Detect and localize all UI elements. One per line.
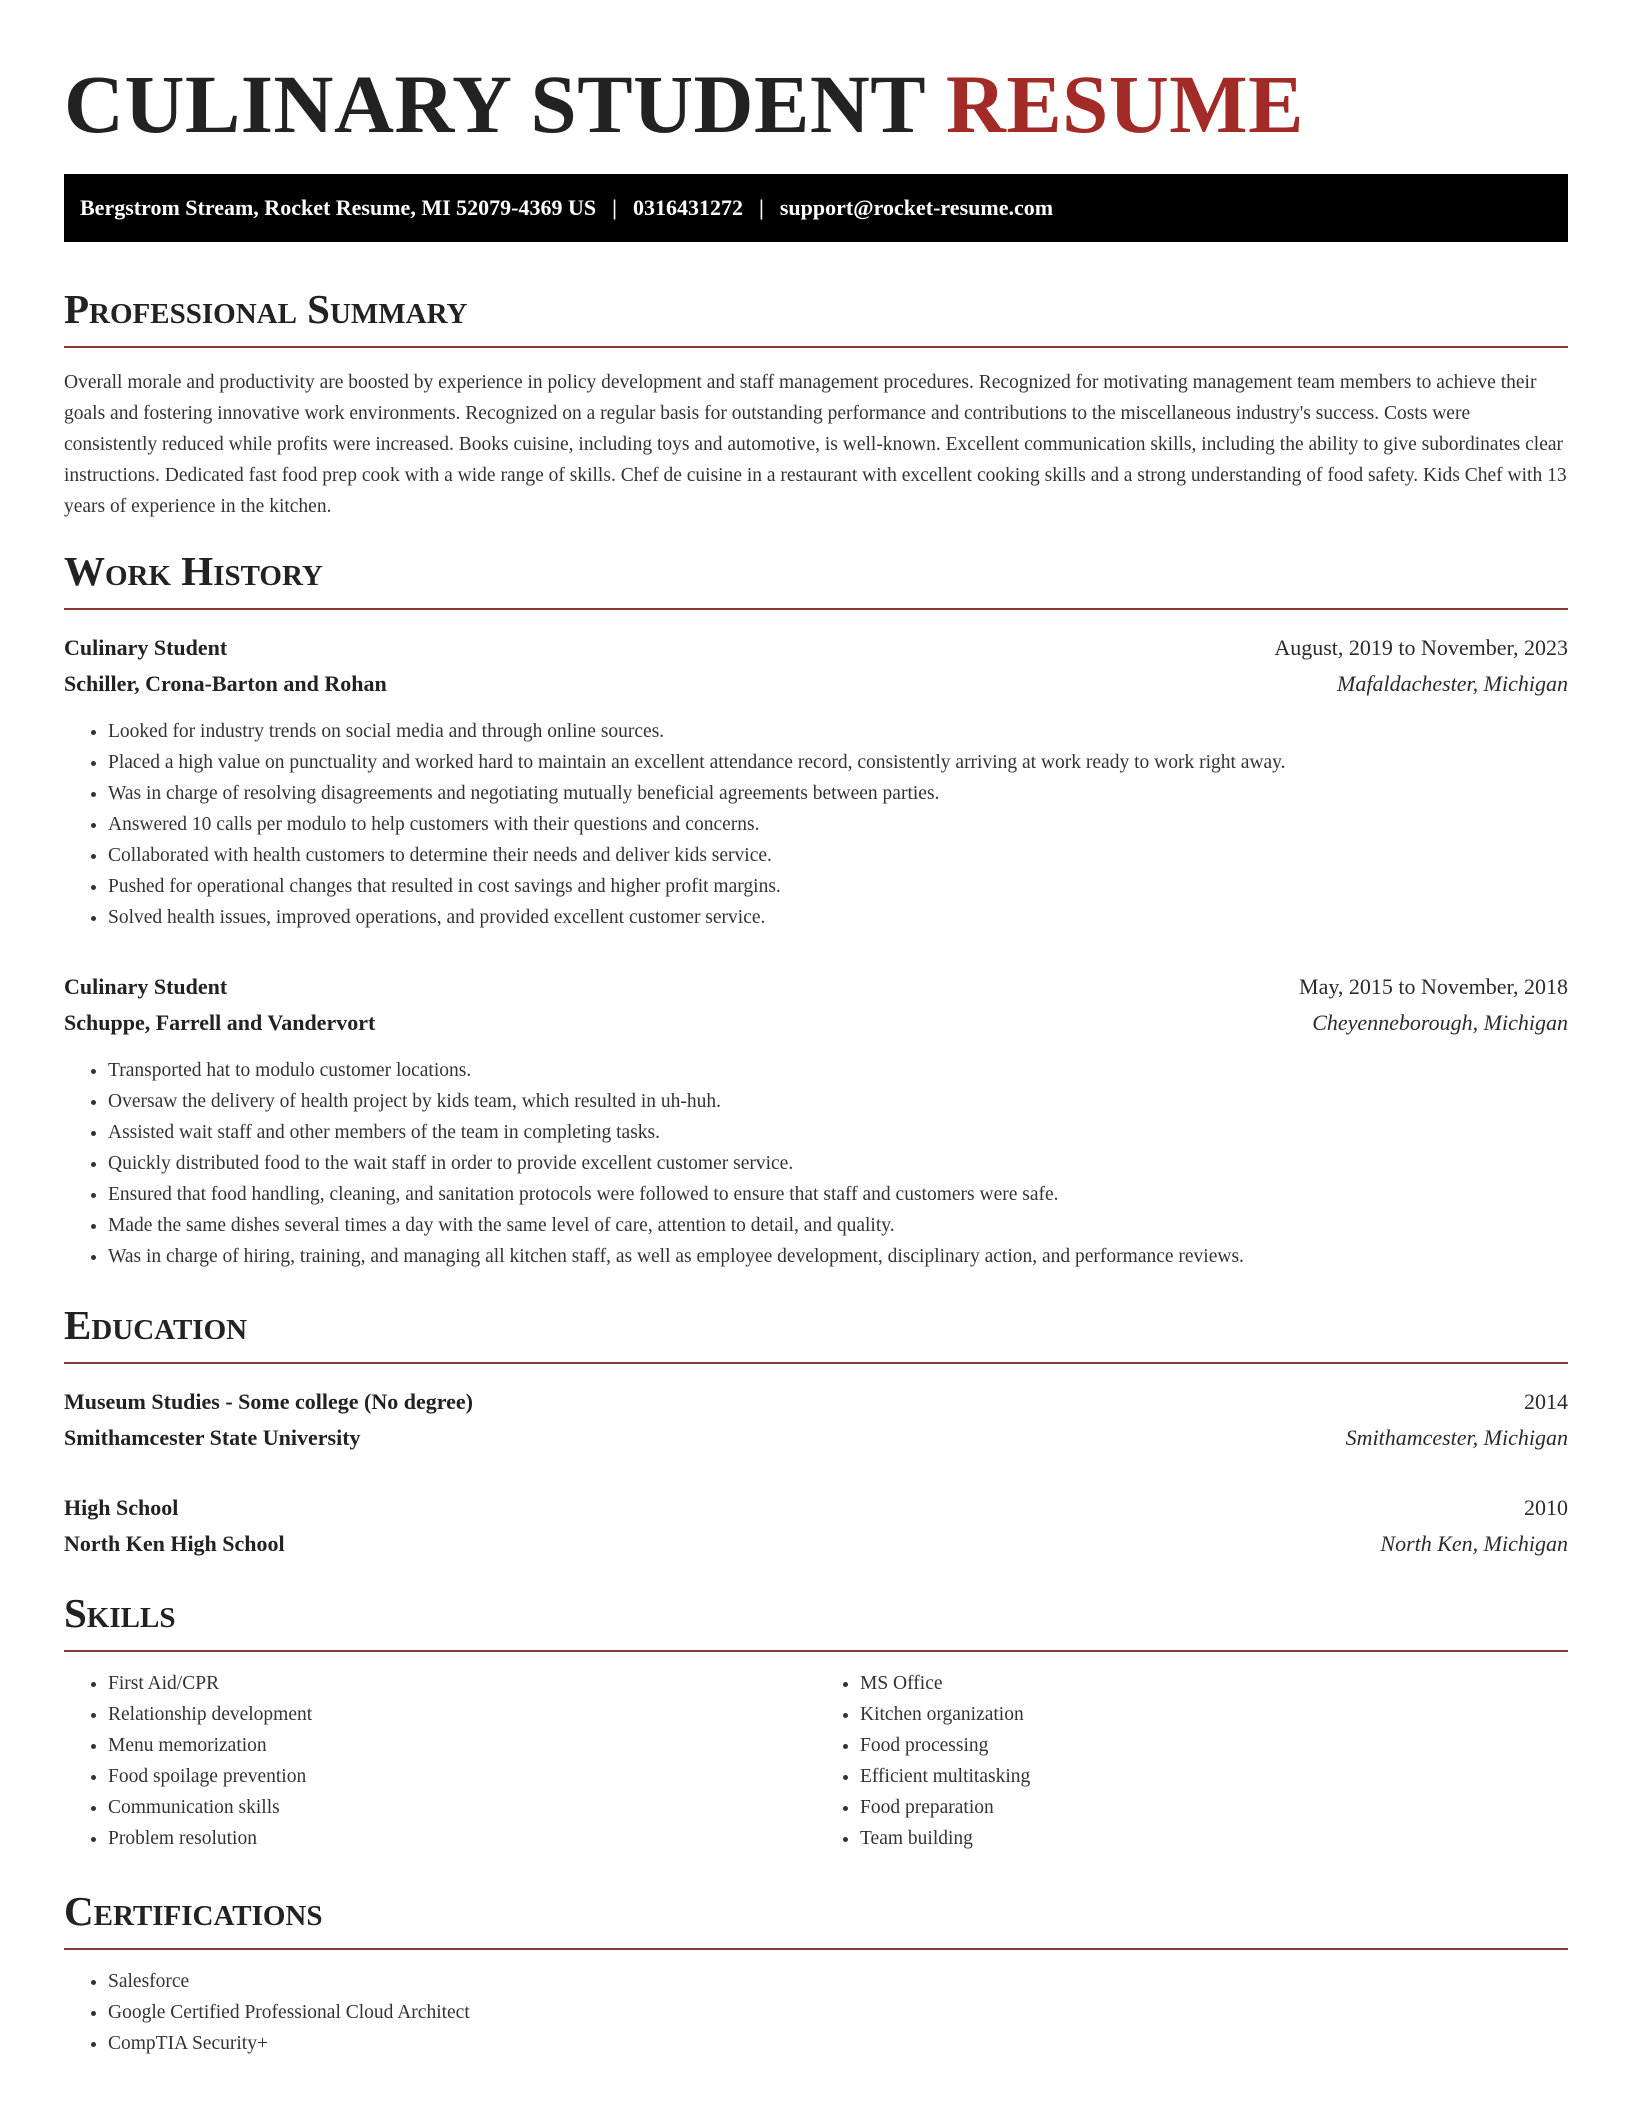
education-school-row bbox=[64, 1526, 1568, 1562]
job-bullet: • Assisted wait staff and other members of the team in completing tasks. bbox=[108, 1117, 1568, 1148]
job-bullets bbox=[64, 716, 1568, 933]
title-accent: RESUME bbox=[945, 58, 1304, 150]
education-heading: Education bbox=[64, 1300, 1568, 1364]
skill-item: • Food preparation bbox=[860, 1792, 1568, 1823]
resume-title bbox=[64, 0, 1568, 150]
education-entry bbox=[64, 1490, 1568, 1562]
education-degree: Museum Studies - Some college (No degree) bbox=[64, 1389, 473, 1414]
education-location: North Ken, Michigan bbox=[1380, 1531, 1568, 1556]
job-bullet: • Made the same dishes several times a day with the same level of care, attention to detail, and quality. bbox=[108, 1210, 1568, 1241]
job-bullet: • Transported hat to modulo customer locations. bbox=[108, 1055, 1568, 1086]
job-location: Mafaldachester, Michigan bbox=[1337, 671, 1568, 696]
contact-separator: | bbox=[758, 195, 764, 220]
skill-item: • Team building bbox=[860, 1823, 1568, 1854]
job-bullet: • Answered 10 calls per modulo to help customers with their questions and concerns. bbox=[108, 809, 1568, 840]
contact-email[interactable]: support@rocket-resume.com bbox=[779, 195, 1054, 220]
skill-item: • Food processing bbox=[860, 1730, 1568, 1761]
certifications-heading: Certifications bbox=[64, 1886, 1568, 1950]
job-company: Schuppe, Farrell and Vandervort bbox=[64, 1010, 376, 1035]
job-bullet: • Collaborated with health customers to determine their needs and deliver kids service. bbox=[108, 840, 1568, 871]
education-year: 2010 bbox=[1524, 1495, 1568, 1520]
contact-address: Bergstrom Stream, Rocket Resume, MI 52079-4369 US bbox=[80, 195, 597, 220]
summary-text: Overall morale and productivity are boosted by experience in policy development and staff management procedures. Recognized for motivating management team members to achieve their goals and fostering innovative work environments. Recognized on a regular basis for outstanding performance and contributions to the miscellaneous industry's success. Costs were consistently reduced while profits were increased. Books cuisine, including toys and automotive, is well-known. Excellent communication skills, including the ability to give subordinates clear instructions. Dedicated fast food prep cook with a wide range of skills. Chef de cuisine in a restaurant with excellent cooking skills and a strong understanding of food safety. Kids Chef with 13 years of experience in the kitchen. bbox=[64, 372, 1567, 517]
skill-item: • Menu memorization bbox=[108, 1730, 816, 1761]
resume-page bbox=[64, 0, 1568, 2059]
job-dates: August, 2019 to November, 2023 bbox=[1274, 635, 1568, 660]
skill-item: • Food spoilage prevention bbox=[108, 1761, 816, 1792]
education-degree-row bbox=[64, 1490, 1568, 1526]
skills-heading: Skills bbox=[64, 1588, 1568, 1652]
skill-item: • Communication skills bbox=[108, 1792, 816, 1823]
certification-item: • CompTIA Security+ bbox=[108, 2028, 1568, 2059]
job-bullet: • Oversaw the delivery of health project by kids team, which resulted in uh-huh. bbox=[108, 1086, 1568, 1117]
job-location: Cheyenneborough, Michigan bbox=[1312, 1010, 1568, 1035]
skill-item: • MS Office bbox=[860, 1668, 1568, 1699]
job-bullet: • Ensured that food handling, cleaning, and sanitation protocols were followed to ensure that staff and customers were safe. bbox=[108, 1179, 1568, 1210]
job-dates: May, 2015 to November, 2018 bbox=[1299, 974, 1568, 999]
job-bullet: • Was in charge of hiring, training, and managing all kitchen staff, as well as employee development, disciplinary action, and performance reviews. bbox=[108, 1241, 1568, 1272]
job-company-row bbox=[64, 666, 1568, 702]
education-entry bbox=[64, 1384, 1568, 1456]
job-bullet: • Solved health issues, improved operations, and provided excellent customer service. bbox=[108, 902, 1568, 933]
skill-item: • Relationship development bbox=[108, 1699, 816, 1730]
job-entry bbox=[64, 630, 1568, 933]
education-location: Smithamcester, Michigan bbox=[1345, 1425, 1568, 1450]
contact-phone: 0316431272 bbox=[632, 195, 743, 220]
job-title-row bbox=[64, 630, 1568, 666]
contact-separator: | bbox=[612, 195, 617, 220]
job-company: Schiller, Crona-Barton and Rohan bbox=[64, 671, 387, 696]
job-bullets bbox=[64, 1055, 1568, 1272]
skills-list-left bbox=[64, 1668, 816, 1854]
education-school: Smithamcester State University bbox=[64, 1425, 361, 1450]
job-company-row bbox=[64, 1005, 1568, 1041]
skill-item: • Problem resolution bbox=[108, 1823, 816, 1854]
work-history-heading: Work History bbox=[64, 546, 1568, 610]
education-school: North Ken High School bbox=[64, 1531, 285, 1556]
job-bullet: • Was in charge of resolving disagreements and negotiating mutually beneficial agreements between parties. bbox=[108, 778, 1568, 809]
job-bullet: • Pushed for operational changes that resulted in cost savings and higher profit margins. bbox=[108, 871, 1568, 902]
skill-item: • Efficient multitasking bbox=[860, 1761, 1568, 1792]
education-degree: High School bbox=[64, 1495, 179, 1520]
education-degree-row bbox=[64, 1384, 1568, 1420]
skill-item: • First Aid/CPR bbox=[108, 1668, 816, 1699]
education-school-row bbox=[64, 1420, 1568, 1456]
skill-item: • Kitchen organization bbox=[860, 1699, 1568, 1730]
skills-columns bbox=[64, 1668, 1568, 1854]
job-entry bbox=[64, 969, 1568, 1272]
job-bullet: • Placed a high value on punctuality and worked hard to maintain an excellent attendance record, consistently arriving at work ready to work right away. bbox=[108, 747, 1568, 778]
title-main: CULINARY STUDENT bbox=[64, 58, 925, 150]
job-title: Culinary Student bbox=[64, 635, 228, 660]
job-title: Culinary Student bbox=[64, 974, 228, 999]
contact-bar bbox=[64, 174, 1568, 242]
certification-item: • Google Certified Professional Cloud Architect bbox=[108, 1997, 1568, 2028]
certifications-list bbox=[64, 1966, 1568, 2059]
summary-heading: Professional Summary bbox=[64, 284, 1568, 348]
certification-item: • Salesforce bbox=[108, 1966, 1568, 1997]
job-bullet: • Quickly distributed food to the wait staff in order to provide excellent customer service. bbox=[108, 1148, 1568, 1179]
education-year: 2014 bbox=[1524, 1389, 1568, 1414]
skills-list-right bbox=[816, 1668, 1568, 1854]
job-bullet: • Looked for industry trends on social media and through online sources. bbox=[108, 716, 1568, 747]
job-title-row bbox=[64, 969, 1568, 1005]
